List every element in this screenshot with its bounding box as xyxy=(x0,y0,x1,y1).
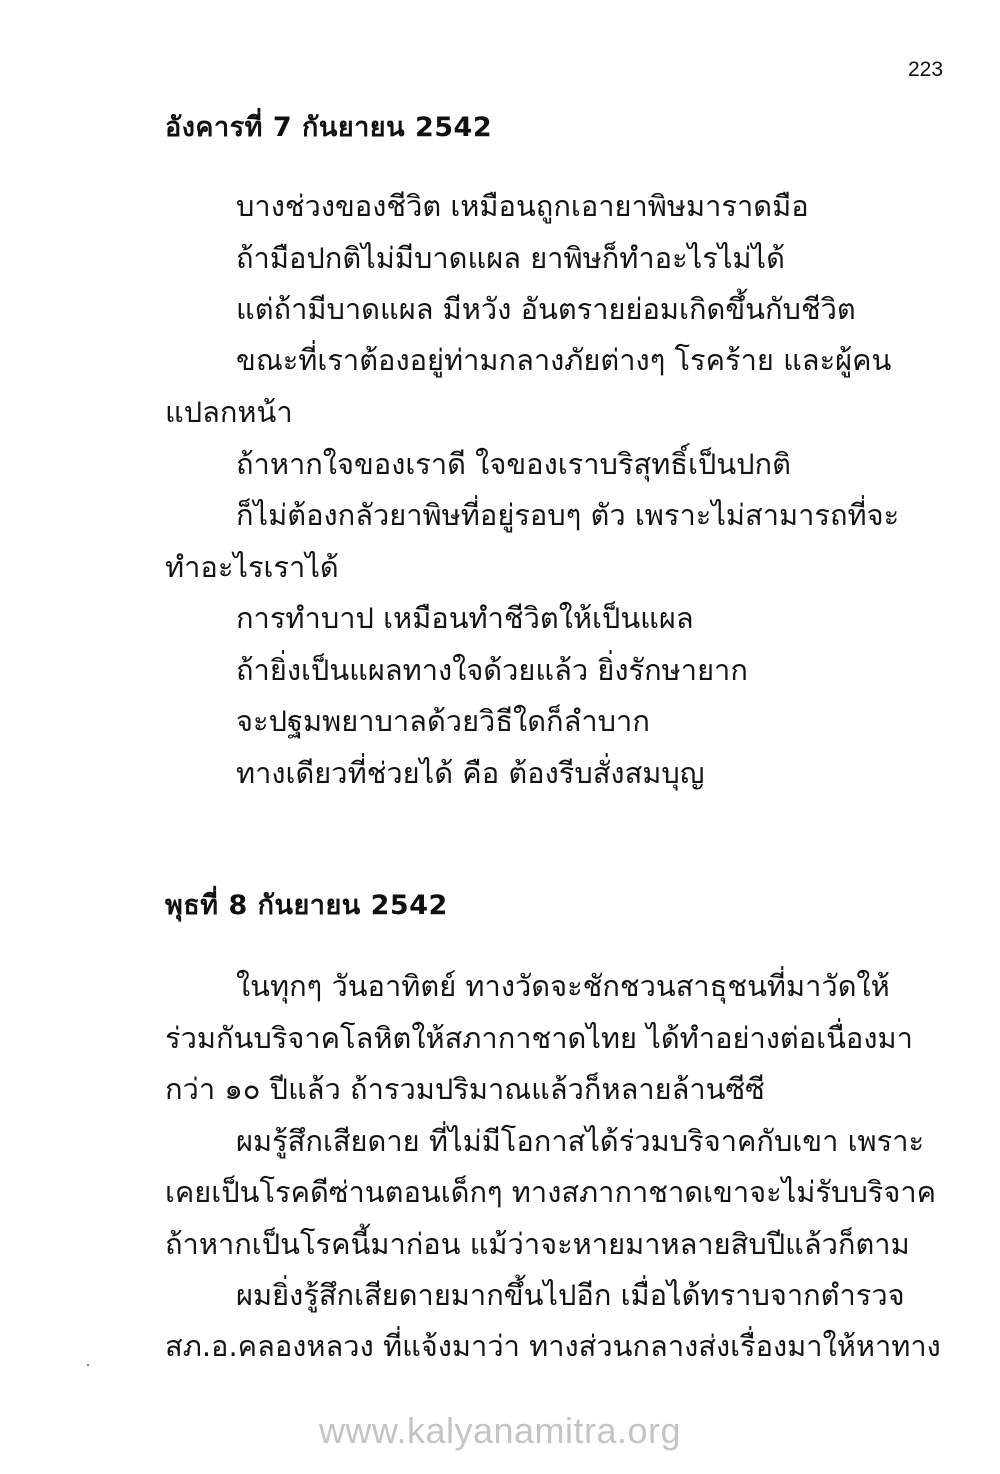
page-number: 223 xyxy=(908,58,944,81)
scan-speck xyxy=(87,1364,89,1366)
entry-2-line-8: สภ.อ.คลองหลวง ที่แจ้งมาว่า ทางส่วนกลางส่งเรื่องมาให้หาทาง xyxy=(165,1329,941,1363)
entry-2-line-6: ถ้าหากเป็นโรคนี้มาก่อน แม้ว่าจะหายมาหลายสิบปีแล้วก็ตาม xyxy=(165,1227,910,1261)
entry-1-line-8: ทำอะไรเราได้ xyxy=(165,550,339,584)
entry-1-line-7: ก็ไม่ต้องกลัวยาพิษที่อยู่รอบๆ ตัว เพราะไม่สามารถที่จะ xyxy=(236,498,900,532)
entry-1-line-1: บางช่วงของชีวิต เหมือนถูกเอายาพิษมาราดมือ xyxy=(236,189,809,223)
entry-1-line-11: จะปฐมพยาบาลด้วยวิธีใดก็ลำบาก xyxy=(236,704,650,738)
entry-2-line-4: ผมรู้สึกเสียดาย ที่ไม่มีโอกาสได้ร่วมบริจาคกับเขา เพราะ xyxy=(236,1124,925,1158)
entry-1-line-12: ทางเดียวที่ช่วยได้ คือ ต้องรีบสั่งสมบุญ xyxy=(236,756,705,790)
entry-1-line-3: แต่ถ้ามีบาดแผล มีหวัง อันตรายย่อมเกิดขึ้นกับชีวิต xyxy=(236,292,856,326)
entry-heading-sep-8: พุธที่ 8 กันยายน 2542 xyxy=(165,890,448,921)
entry-2-line-2: ร่วมกันบริจาคโลหิตให้สภากาชาดไทย ได้ทำอย่างต่อเนื่องมา xyxy=(165,1021,913,1055)
entry-2-line-3: กว่า ๑๐ ปีแล้ว ถ้ารวมปริมาณแล้วก็หลายล้านซีซี xyxy=(165,1072,765,1106)
entry-1-line-5: แปลกหน้า xyxy=(165,395,293,429)
entry-1-line-9: การทำบาป เหมือนทำชีวิตให้เป็นแผล xyxy=(236,601,694,635)
watermark-url: www.kalyanamitra.org xyxy=(318,1410,682,1451)
entry-2-line-5: เคยเป็นโรคดีซ่านตอนเด็กๆ ทางสภากาชาดเขาจะไม่รับบริจาค xyxy=(165,1175,937,1209)
entry-1-line-10: ถ้ายิ่งเป็นแผลทางใจด้วยแล้ว ยิ่งรักษายาก xyxy=(236,653,748,687)
entry-heading-sep-7: อังคารที่ 7 กันยายน 2542 xyxy=(165,112,493,143)
entry-1-line-6: ถ้าหากใจของเราดี ใจของเราบริสุทธิ์เป็นปกติ xyxy=(236,447,791,481)
entry-2-line-7: ผมยิ่งรู้สึกเสียดายมากขึ้นไปอีก เมื่อได้ทราบจากตำรวจ xyxy=(236,1278,905,1312)
entry-1-line-4: ขณะที่เราต้องอยู่ท่ามกลางภัยต่างๆ โรคร้าย และผู้คน xyxy=(236,343,892,377)
entry-2-line-1: ในทุกๆ วันอาทิตย์ ทางวัดจะชักชวนสาธุชนที่มาวัดให้ xyxy=(236,969,890,1003)
entry-1-line-2: ถ้ามือปกติไม่มีบาดแผล ยาพิษก็ทำอะไรไม่ได้ xyxy=(236,241,785,275)
